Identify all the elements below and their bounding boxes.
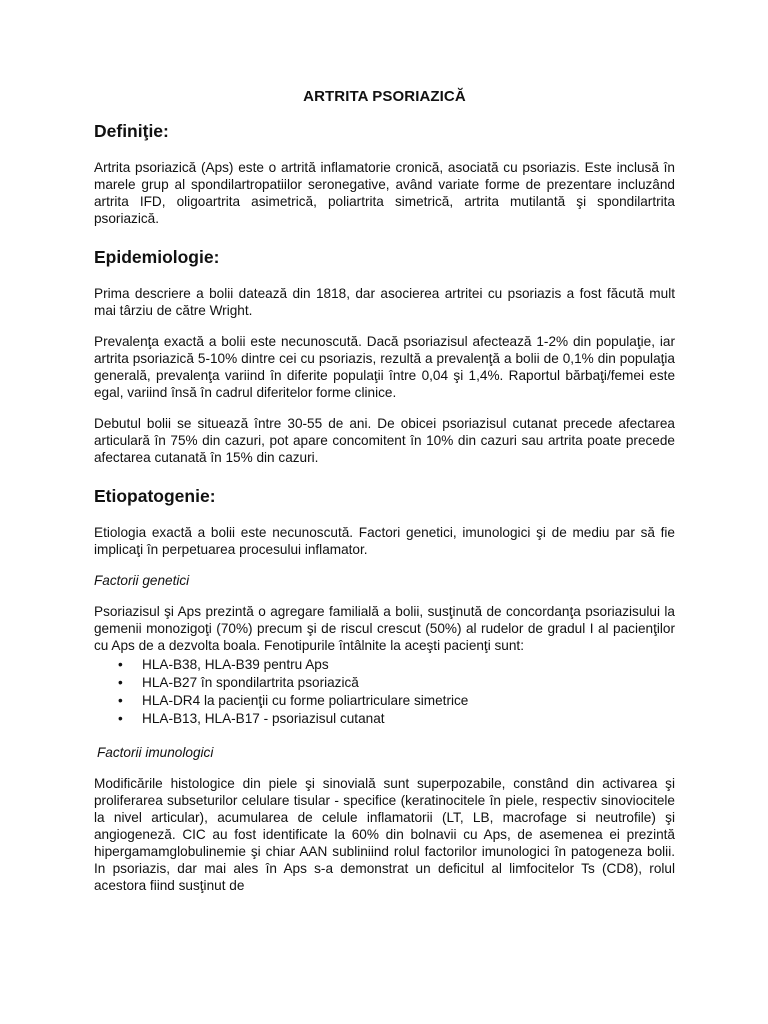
hla-bullet-list xyxy=(94,656,675,728)
bullet-icon: • xyxy=(118,675,123,690)
list-item-text: HLA-B38, HLA-B39 pentru Aps xyxy=(142,657,329,672)
list-item xyxy=(94,674,675,692)
bullet-icon: • xyxy=(118,657,123,672)
list-item-text: HLA-B13, HLA-B17 - psoriazisul cutanat xyxy=(142,711,385,726)
bullet-icon: • xyxy=(118,711,123,726)
paragraph-factorii-imunologici: Modificările histologice din piele şi sinovială sunt superpozabile, constând din activarea şi proliferarea subseturilor celulare tisular - specifice (keratinocitele în piele, respectiv sinoviocitele la nivel articular), acumularea de celule inflamatorii (LT, LB, macrofage si neutrofile) şi angiogeneză. CIC au fost identificate la 60% din bolnavii cu Aps, de asemenea ei prezintă hipergamamglobulinemie şi chiar AAN subliniind rolul factorilor imunologici în patogeneza bolii. In psoriazis, dar mai ales în Aps s-a demonstrat un deficitul al limfocitelor Ts (CD8), rolul acestora fiind susţinut de xyxy=(94,776,675,893)
paragraph-definitie: Artrita psoriazică (Aps) este o artrită inflamatorie cronică, asociată cu psoriazis. Este inclusă în marele grup al spondilartropatiilor seronegative, având variate forme de prezentare incluzând artrita IFD, oligoartrita asimetrică, poliartrita simetrică, artrita mutilantă şi spondilartrita psoriazică. xyxy=(94,160,675,226)
bullet-icon: • xyxy=(118,693,123,708)
document-title: ARTRITA PSORIAZICĂ xyxy=(303,88,466,105)
heading-definitie: Definiţie: xyxy=(94,121,169,141)
list-item xyxy=(94,656,675,674)
paragraph-epidemiologie-1: Prima descriere a bolii datează din 1818, dar asocierea artritei cu psoriazis a fost făcută mult mai târziu de către Wright. xyxy=(94,286,675,318)
list-item xyxy=(94,710,675,728)
document-page xyxy=(94,82,675,908)
paragraph-epidemiologie-2: Prevalenţa exactă a bolii este necunoscută. Dacă psoriazisul afectează 1-2% din populaţie, iar artrita psoriazică 5-10% dintre cei cu psoriazis, rezultă a prevalenţă a bolii de 0,1% din populaţia generală, prevalenţa variind în diferite populaţii între 0,04 şi 1,4%. Raportul bărbaţi/femei este egal, variind însă în cadrul diferitelor forme clinice. xyxy=(94,334,675,400)
list-item xyxy=(94,692,675,710)
heading-epidemiologie: Epidemiologie: xyxy=(94,247,220,267)
heading-etiopatogenie: Etiopatogenie: xyxy=(94,486,216,506)
paragraph-etiopatogenie: Etiologia exactă a bolii este necunoscută. Factori genetici, imunologici şi de mediu par să fie implicaţi în perpetuarea procesului inflamator. xyxy=(94,525,675,557)
subheading-factorii-genetici: Factorii genetici xyxy=(94,573,190,588)
list-item-text: HLA-B27 în spondilartrita psoriazică xyxy=(142,675,359,690)
paragraph-epidemiologie-3: Debutul bolii se situează între 30-55 de ani. De obicei psoriazisul cutanat precede afectarea articulară în 75% din cazuri, pot apare concomitent în 10% din cazuri sau artrita poate precede afectarea cutanată în 15% din cazuri. xyxy=(94,416,675,465)
list-item-text: HLA-DR4 la pacienţii cu forme poliartriculare simetrice xyxy=(142,693,469,708)
subheading-factorii-imunologici: Factorii imunologici xyxy=(97,745,214,760)
paragraph-factorii-genetici: Psoriazisul şi Aps prezintă o agregare familială a bolii, susţinută de concordanţa psoriazisului la gemenii monozigoţi (70%) precum şi de riscul crescut (50%) al rudelor de gradul I al pacienţilor cu Aps de a dezvolta boala. Fenotipurile întâlnite la aceşti pacienţi sunt: xyxy=(94,604,675,653)
